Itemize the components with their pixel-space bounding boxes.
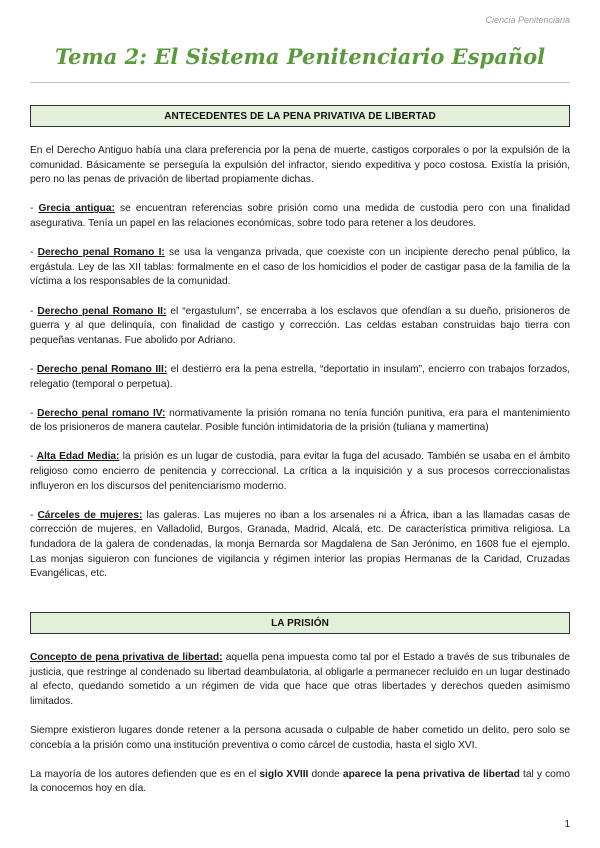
list-item <box>30 363 570 392</box>
header-note: Ciencia Penitenciaria <box>485 15 570 25</box>
item-prefix: - <box>30 203 39 215</box>
item-text: se usa la venganza privada, que coexiste con un incipiente derecho penal público, la ergástula. Ley de las XII tablas: formalmente en el caso de los homicidios el poder de castigar pasa de la familia de la víctima a los responsables de la comunidad. <box>30 247 570 288</box>
siglo-xviii: siglo XVIII <box>259 768 309 780</box>
item-prefix: - <box>30 363 37 375</box>
list-item <box>30 450 570 494</box>
item-label: Derecho penal Romano II: <box>37 305 167 317</box>
list-item <box>30 202 570 231</box>
item-label: Derecho penal romano IV: <box>37 407 166 419</box>
item-label: Cárceles de mujeres: <box>37 509 143 521</box>
item-text: las galeras. Las mujeres no iban a los arsenales ni a África, iban a las llamadas casas de corrección de mujeres, en Valladolid, Burgos, Granada, Madrid, Alcalá, etc. De característica primitiva religiosa. La fundadora de la galera de condenadas, la monja Bernarda sor Magdalena de San Jerónimo, en 1608 fue el ejemplo. Las monjas siguieron con funciones de vigilancia y régimen interior las propias Hermanas de la Caridad, Cruzadas Evangélicas, etc. <box>30 509 570 580</box>
item-text: se encuentran referencias sobre prisión como una medida de custodia pero con una finalidad asegurativa. Tenía un papel en las relaciones económicas, sobre todo para retener a los deudores. <box>30 203 570 229</box>
item-text: normativamente la prisión romana no tenía función punitiva, era para el mantenimiento de los prisioneros de manera cautelar. Posible función intimidatoria de la prisión (tuliana y mamertina) <box>30 407 570 434</box>
section-heading-prision: LA PRISIÓN <box>30 612 570 634</box>
concept-text: aquella pena impuesta como tal por el Estado a través de sus tribunales de justicia, que restringe al condenado su libertad deambulatoria, al obligarle a permanecer recluido en un lugar destinado al efecto, quedando sometido a un régimen de vida que hace que otras libertades y derechos queden asimismo limitados. <box>30 652 570 707</box>
item-text: el destierro era la pena estrella, “deportatio in insulam”, encierro con trabajos forzados, relegatio (temporal o perpetua). <box>30 363 571 390</box>
list-item <box>30 509 570 582</box>
section-heading-antecedentes: ANTECEDENTES DE LA PENA PRIVATIVA DE LIBERTAD <box>30 105 570 127</box>
siglo-text-e: tal y como la conocemos hoy en día. <box>30 768 570 795</box>
history-paragraph: Siempre existieron lugares donde retener a la persona acusada o culpable de haber cometido un delito, pero solo se concebía a la prisión como una institución preventiva o como cárcel de custodia, hasta el siglo XVI. <box>30 724 570 751</box>
section-antecedentes-body <box>30 144 570 596</box>
page-number: 1 <box>564 819 570 830</box>
item-prefix: - <box>30 305 38 317</box>
list-item <box>30 246 570 290</box>
list-item <box>30 407 570 436</box>
concept-paragraph <box>30 651 570 709</box>
item-label: Derecho penal Romano I: <box>37 247 165 259</box>
item-label: Derecho penal Romano III: <box>36 363 168 375</box>
siglo-text-c: donde <box>308 768 343 780</box>
intro-paragraph: En el Derecho Antiguo había una clara preferencia por la pena de muerte, castigos corporales o por la expulsión de la comunidad. Básicamente se perseguía la expulsión del infractor, siendo expeditiva y poco costosa. Existía la prisión, pero no las penas de privación de libertad propiamente dichas. <box>30 145 570 186</box>
item-label: Alta Edad Media: <box>36 451 120 463</box>
item-prefix: - <box>30 509 38 521</box>
section-prision-body <box>30 651 570 812</box>
concept-label: Concepto de pena privativa de libertad: <box>30 652 223 663</box>
item-text: el “ergastulum”, se encerraba a los esclavos que ofendían a su dueño, prisioneros de guerra y al que delinquía, con finalidad de castigo y corrección. Las celdas estaban construidas bajo tierra con pequeñas ventanas. Fue abolido por Adriano. <box>30 305 570 346</box>
siglo-text-a: La mayoría de los autores defienden que es en el <box>30 768 260 780</box>
item-prefix: - <box>30 407 38 419</box>
title-divider <box>30 82 570 83</box>
list-item <box>30 305 570 349</box>
item-text: la prisión es un lugar de custodia, para evitar la fuga del acusado. También se usaba en el ámbito religioso como encierro de penitencia y correccional. La crítica a la inquisición y a sus procesos correccionalistas influyeron en los discursos del penitenciarismo moderno. <box>30 451 570 492</box>
item-prefix: - <box>30 451 37 463</box>
page-title: Tema 2: El Sistema Penitenciario Español <box>54 44 546 69</box>
item-label: Grecia antigua: <box>38 203 115 215</box>
siglo-paragraph <box>30 768 570 797</box>
item-prefix: - <box>30 247 38 259</box>
pena-privativa-highlight: aparece la pena privativa de libertad <box>342 768 520 780</box>
